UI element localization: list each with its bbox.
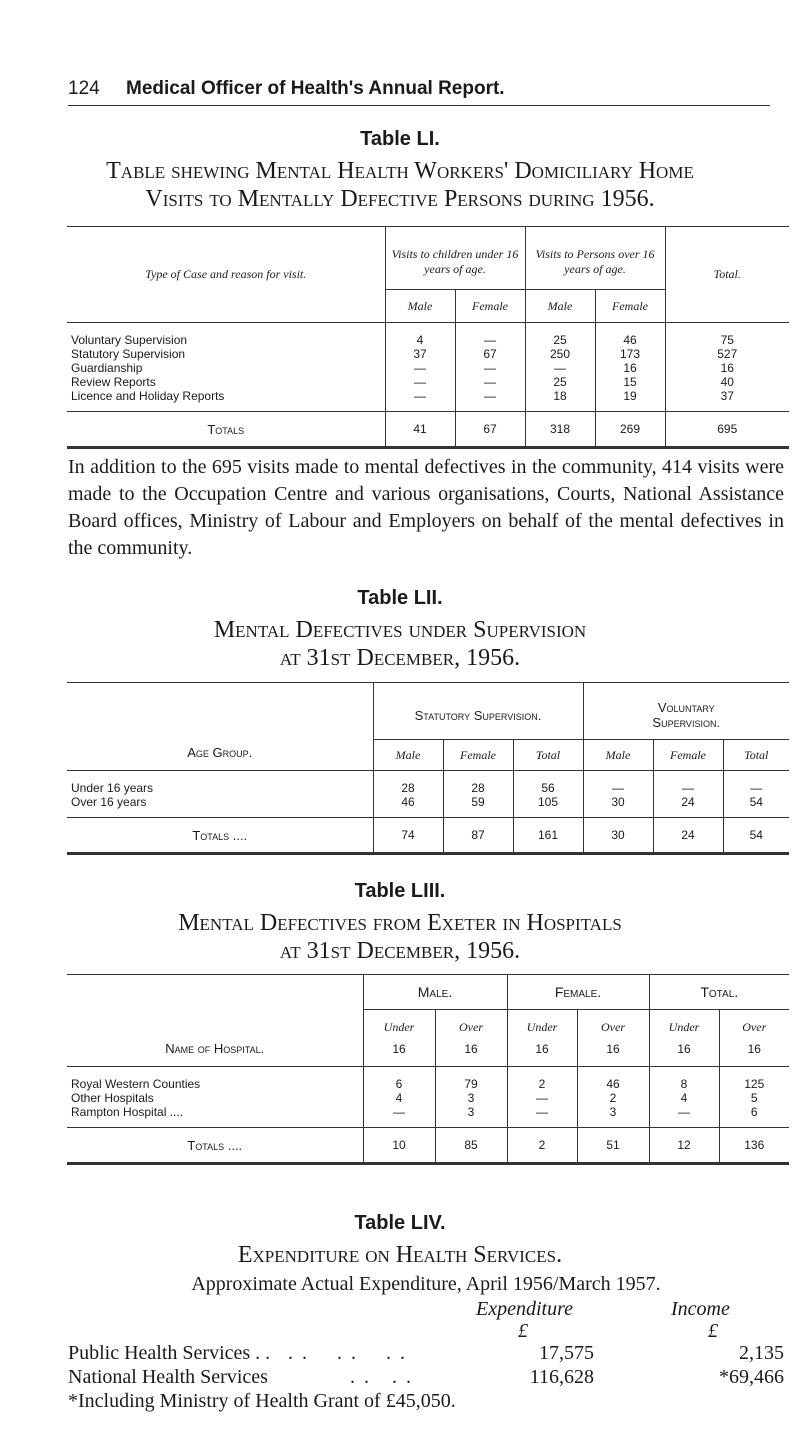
cell: 250	[525, 347, 595, 361]
cell: 87	[443, 818, 513, 854]
sub-16: 16	[435, 1038, 507, 1067]
cell: —	[385, 361, 455, 375]
col-header-age: Age Group.	[187, 745, 253, 760]
table-53-heading	[0, 880, 800, 965]
cell: 4	[385, 323, 455, 348]
cell: 8	[649, 1067, 719, 1092]
cell: —	[455, 375, 525, 389]
row-label: Licence and Holiday Reports	[71, 389, 225, 403]
cell: 46	[577, 1067, 649, 1092]
cell: —	[507, 1105, 577, 1128]
sub-16: 16	[363, 1038, 435, 1067]
cell: 28	[373, 771, 443, 796]
cell: —	[385, 389, 455, 412]
table-row	[67, 1105, 789, 1128]
page-header	[68, 78, 770, 106]
cell: 10	[363, 1128, 435, 1164]
cell: 116,628	[529, 1366, 594, 1388]
row-label: Under 16 years	[67, 771, 373, 796]
cell: 16	[595, 361, 665, 375]
table-tag: Table LII.	[357, 587, 443, 609]
col-header-persons: Visits to Persons over 16 years of age.	[525, 227, 665, 290]
cell: *69,466	[719, 1366, 784, 1388]
cell: 59	[443, 795, 513, 818]
table-51-heading	[0, 128, 800, 213]
cell: 15	[595, 375, 665, 389]
cell: 6	[719, 1105, 789, 1128]
row-label: Royal Western Counties	[67, 1067, 363, 1092]
cell: 30	[583, 795, 653, 818]
table-row	[67, 1067, 789, 1092]
cell: 105	[513, 795, 583, 818]
col-header-children: Visits to children under 16 years of age.	[385, 227, 525, 290]
sub-male: Male	[385, 290, 455, 323]
table-title-line2: at 31st December, 1956.	[279, 645, 521, 671]
cell: 24	[653, 795, 723, 818]
table-row	[67, 347, 789, 361]
cell: 24	[653, 818, 723, 854]
table-52-heading	[0, 587, 800, 672]
cell: 3	[435, 1105, 507, 1128]
cell: 51	[577, 1128, 649, 1164]
cell: 19	[595, 389, 665, 412]
sub-total: Total	[513, 740, 583, 771]
table-row	[67, 361, 789, 375]
cell: 67	[455, 412, 525, 448]
totals-label: Totals ....	[67, 1128, 363, 1164]
page-number: 124	[68, 78, 100, 99]
cell: 695	[665, 412, 789, 448]
pound-sign: £	[518, 1320, 528, 1342]
cell: 25	[525, 323, 595, 348]
cell: —	[385, 375, 455, 389]
col-header-statutory: Statutory Supervision.	[373, 683, 583, 740]
sub-female: Female	[455, 290, 525, 323]
cell: 56	[513, 771, 583, 796]
sub-female: Female	[595, 290, 665, 323]
table-row	[67, 771, 789, 796]
sub-16: 16	[577, 1038, 649, 1067]
table-row	[67, 389, 789, 412]
col-header-type: Type of Case and reason for visit.	[145, 267, 307, 281]
cell: —	[363, 1105, 435, 1128]
row-label: National Health Services	[68, 1366, 268, 1388]
table-title-line1: Mental Defectives from Exeter in Hospitals	[178, 910, 622, 936]
cell: 41	[385, 412, 455, 448]
col-header-total: Total.	[665, 227, 789, 323]
cell: 6	[363, 1067, 435, 1092]
cell: —	[649, 1105, 719, 1128]
cell: 3	[577, 1105, 649, 1128]
cell: 2	[507, 1067, 577, 1092]
body-paragraph: In addition to the 695 visits made to mental defectives in the community, 414 visits were made to the Occupation Centre and various organisations, Courts, National Assistance Board offices, Ministry of Labour and Employers on behalf of the mental defectives in the community.	[68, 456, 784, 559]
sub-male: Male	[583, 740, 653, 771]
cell: —	[723, 771, 789, 796]
sub-under: Under	[649, 1010, 719, 1039]
cell: 12	[649, 1128, 719, 1164]
row-label: Rampton Hospital ....	[71, 1105, 184, 1119]
sub-16: 16	[719, 1038, 789, 1067]
row-label: Voluntary Supervision	[67, 323, 385, 348]
table-title-line2: at 31st December, 1956.	[279, 938, 521, 964]
cell: 18	[525, 389, 595, 412]
cell: 30	[583, 818, 653, 854]
sub-over: Over	[435, 1010, 507, 1039]
table-title: Expenditure on Health Services.	[237, 1242, 563, 1268]
totals-row	[67, 1128, 789, 1164]
sub-under: Under	[507, 1010, 577, 1039]
cell: 269	[595, 412, 665, 448]
cell: 74	[373, 818, 443, 854]
row-label: Public Health Services . .	[68, 1342, 271, 1364]
sub-male: Male	[373, 740, 443, 771]
cell: 54	[723, 795, 789, 818]
table-tag: Table LIII.	[354, 880, 446, 902]
table-row	[67, 795, 789, 818]
cell: 46	[595, 323, 665, 348]
cell: —	[455, 361, 525, 375]
table-row	[67, 375, 789, 389]
sub-female: Female	[443, 740, 513, 771]
col-header-voluntary: Voluntary Supervision.	[583, 683, 789, 740]
cell: —	[583, 771, 653, 796]
sub-total: Total	[723, 740, 789, 771]
table-row	[67, 323, 789, 348]
table-tag: Table LIV.	[354, 1212, 446, 1234]
col-header-male: Male.	[363, 975, 507, 1010]
cell: 2,135	[739, 1342, 784, 1364]
cell: 527	[665, 347, 789, 361]
cell: 54	[723, 818, 789, 854]
sub-over: Over	[577, 1010, 649, 1039]
sub-under: Under	[363, 1010, 435, 1039]
row-label: Guardianship	[71, 361, 143, 375]
cell: —	[455, 323, 525, 348]
cell: 28	[443, 771, 513, 796]
col-header-hospital: Name of Hospital.	[165, 1041, 265, 1056]
cell: 173	[595, 347, 665, 361]
table-51	[67, 226, 789, 449]
sub-16: 16	[507, 1038, 577, 1067]
row-label: Over 16 years	[71, 795, 147, 809]
col-income: Income	[671, 1298, 730, 1320]
cell: 5	[719, 1091, 789, 1105]
cell: 4	[649, 1091, 719, 1105]
sub-over: Over	[719, 1010, 789, 1039]
table-title-line2: Visits to Mentally Defective Persons during 1956.	[145, 186, 655, 212]
cell: 25	[525, 375, 595, 389]
expenditure-subtitle: Approximate Actual Expenditure, April 1956/March 1957.	[191, 1273, 661, 1295]
cell: 16	[665, 361, 789, 375]
running-title: Medical Officer of Health's Annual Report.	[126, 78, 505, 99]
table-53	[67, 974, 789, 1165]
totals-row	[67, 412, 789, 448]
table-52	[67, 682, 789, 855]
totals-row	[67, 818, 789, 854]
footnote: *Including Ministry of Health Grant of £45,050.	[68, 1390, 456, 1412]
table-title-line1: Mental Defectives under Supervision	[213, 617, 587, 643]
table-54-heading	[0, 1212, 800, 1269]
totals-label: Totals	[67, 412, 385, 448]
cell: 37	[385, 347, 455, 361]
cell: 40	[665, 375, 789, 389]
cell: —	[525, 361, 595, 375]
table-row	[67, 1091, 789, 1105]
cell: 136	[719, 1128, 789, 1164]
sub-16: 16	[649, 1038, 719, 1067]
cell: 37	[665, 389, 789, 412]
row-label: Statutory Supervision	[71, 347, 186, 361]
pound-sign: £	[708, 1320, 718, 1342]
col-header-total: Total.	[649, 975, 789, 1010]
cell: —	[455, 389, 525, 412]
table-tag: Table LI.	[360, 128, 440, 150]
cell: 46	[373, 795, 443, 818]
cell: 2	[507, 1128, 577, 1164]
cell: 75	[665, 323, 789, 348]
cell: 125	[719, 1067, 789, 1092]
cell: 161	[513, 818, 583, 854]
col-expenditure: Expenditure	[476, 1298, 574, 1320]
cell: 79	[435, 1067, 507, 1092]
cell: 3	[435, 1091, 507, 1105]
cell: 85	[435, 1128, 507, 1164]
cell: 2	[577, 1091, 649, 1105]
sub-male: Male	[525, 290, 595, 323]
cell: 67	[455, 347, 525, 361]
sub-female: Female	[653, 740, 723, 771]
cell: 17,575	[539, 1342, 594, 1364]
cell: —	[507, 1091, 577, 1105]
table-title-line1: Table shewing Mental Health Workers' Domiciliary Home	[106, 158, 694, 184]
row-label: Other Hospitals	[71, 1091, 154, 1105]
row-label: Review Reports	[71, 375, 156, 389]
totals-label: Totals ....	[67, 818, 373, 854]
cell: 4	[363, 1091, 435, 1105]
cell: 318	[525, 412, 595, 448]
col-header-female: Female.	[507, 975, 649, 1010]
header-rule	[68, 105, 770, 106]
cell: —	[653, 771, 723, 796]
